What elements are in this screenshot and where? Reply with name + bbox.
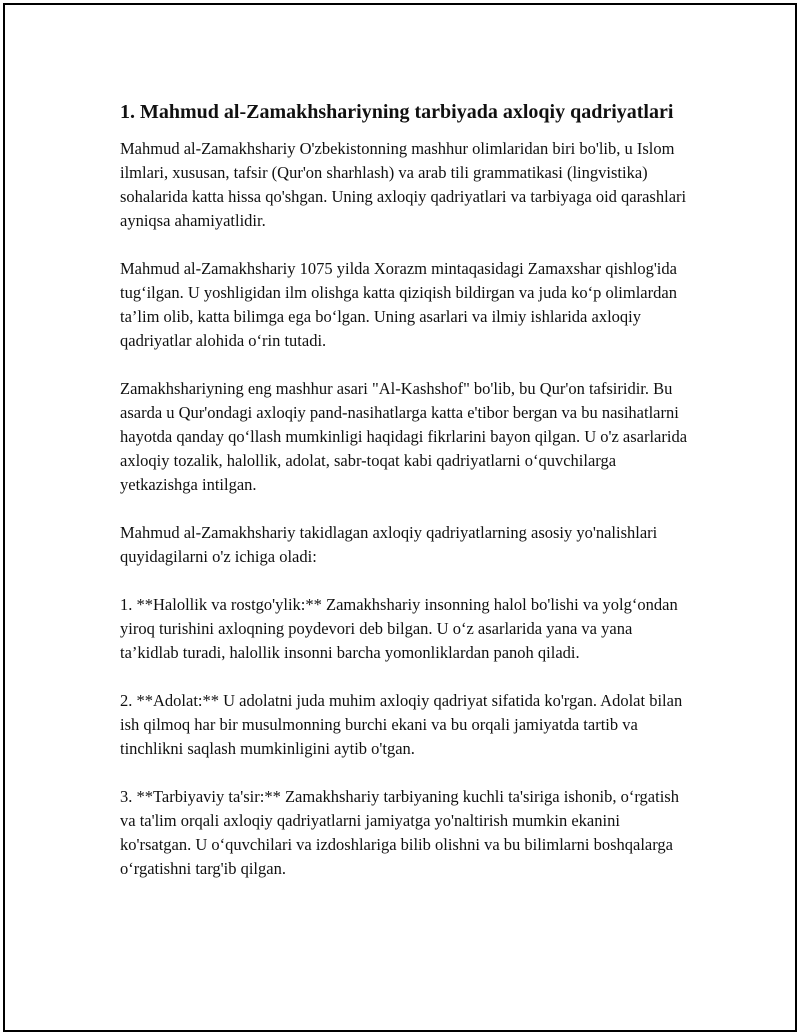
document-title: 1. Mahmud al-Zamakhshariyning tarbiyada axloqiy qadriyatlari <box>120 101 674 123</box>
paragraph-kashshof: Zamakhshariyning eng mashhur asari "Al-Kashshof" bo'lib, bu Qur'on tafsiridir. Bu asarda u Qur'ondagi axloqiy pand-nasihatlarga katta e'tibor bergan va bu nasihatlarni hayotda qanday qo‘llash mumkinligi haqidagi fikrlarini bayon qilgan. U o'z asarlarida axloqiy tozalik, halollik, adolat, sabr-toqat kabi qadriyatlarni o‘quvchilarga yetkazishga intilgan. <box>120 379 688 494</box>
paragraph-list-intro: Mahmud al-Zamakhshariy takidlagan axloqiy qadriyatlarning asosiy yo'nalishlari quyidagilarni o'z ichiga oladi: <box>120 523 658 566</box>
paragraph-item-education: 3. **Tarbiyaviy ta'sir:** Zamakhshariy tarbiyaning kuchli ta'siriga ishonib, o‘rgatish va ta'lim orqali axloqiy qadriyatlarni jamiyatga yo'naltirish mumkin ekanini ko'rsatgan. U o‘quvchilari va izdoshlariga bilib olishni va bu bilimlarni boshqalarga o‘rgatishni targ'ib qilgan. <box>120 787 679 878</box>
document-body <box>120 97 695 905</box>
paragraph-biography: Mahmud al-Zamakhshariy 1075 yilda Xorazm mintaqasidagi Zamaxshar qishlog'ida tug‘ilgan. U yoshligidan ilm olishga katta qiziqish bildirgan va juda ko‘p olimlardan ta’lim olib, katta bilimga ega bo‘lgan. Uning asarlari va ilmiy ishlarida axloqiy qadriyatlar alohida o‘rin tutadi. <box>120 259 677 350</box>
page-frame <box>3 3 797 1032</box>
paragraph-intro: Mahmud al-Zamakhshariy O'zbekistonning mashhur olimlaridan biri bo'lib, u Islom ilmlari, xususan, tafsir (Qur'on sharhlash) va arab tili grammatikasi (lingvistika) sohalarida katta hissa qo'shgan. Uning axloqiy qadriyatlari va tarbiyaga oid qarashlari ayniqsa ahamiyatlidir. <box>120 139 687 230</box>
paragraph-item-justice: 2. **Adolat:** U adolatni juda muhim axloqiy qadriyat sifatida ko'rgan. Adolat bilan ish qilmoq har bir musulmonning burchi ekani va bu orqali jamiyatda tartib va tinchlikni saqlash mumkinligini aytib o'tgan. <box>120 691 683 758</box>
paragraph-item-honesty: 1. **Halollik va rostgo'ylik:** Zamakhshariy insonning halol bo'lishi va yolg‘ondan yiroq turishini axloqning poydevori deb bilgan. U o‘z asarlarida yana va yana ta’kidlab turadi, halollik insonni barcha yomonliklardan panoh qiladi. <box>120 595 678 662</box>
